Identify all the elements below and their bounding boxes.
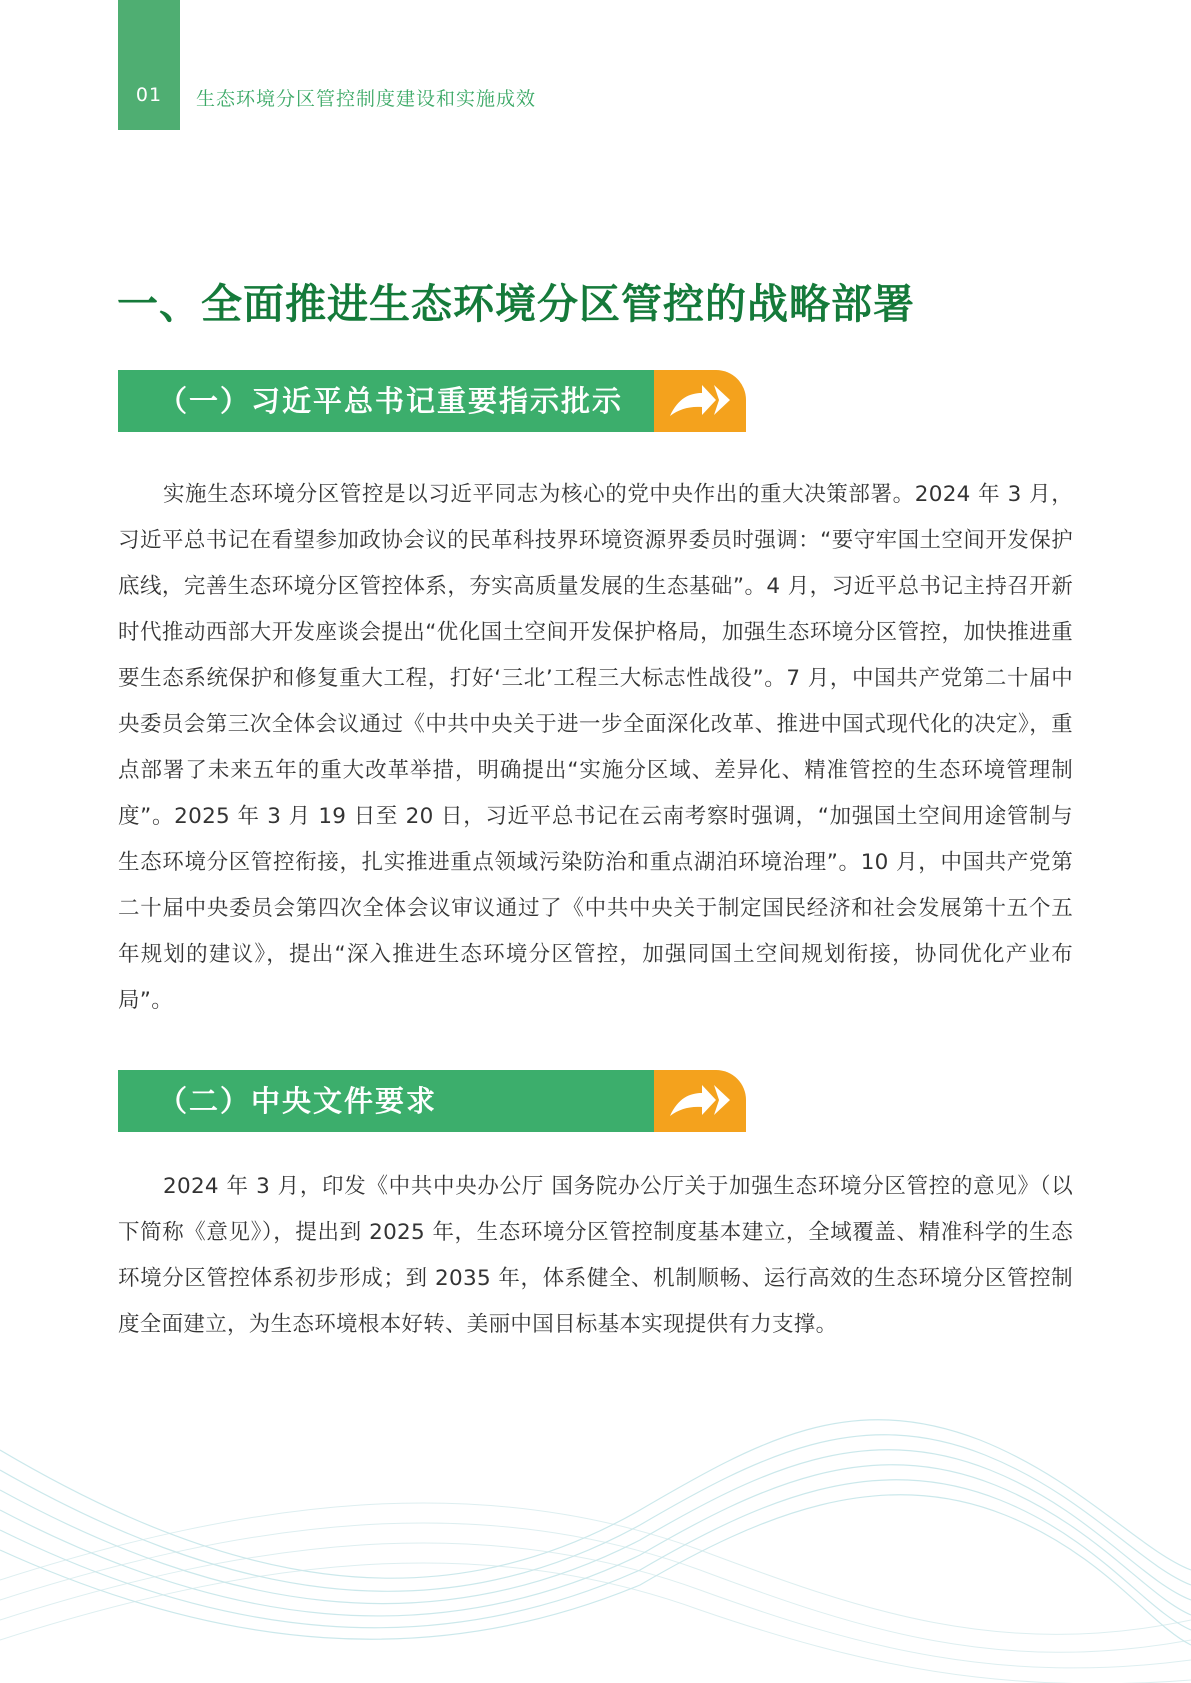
decorative-wave-lines: [0, 1380, 1191, 1683]
section-heading-bar: [118, 370, 746, 432]
chapter-title: 生态环境分区管控制度建设和实施成效: [196, 88, 537, 110]
section-heading-bar: [118, 1070, 746, 1132]
main-title: 一、全面推进生态环境分区管控的战略部署: [117, 280, 915, 328]
section-paragraph: 2024 年 3 月，印发《中共中央办公厅 国务院办公厅关于加强生态环境分区管控的意见》（以下简称《意见》），提出到 2025 年，生态环境分区管控制度基本建立，全域覆盖、精准科学的生态环境分区管控体系初步形成；到 2035 年，体系健全、机制顺畅、运行高效的生态环境分区管控制度全面建立，为生态环境根本好转、美丽中国目标基本实现提供有力支撑。: [118, 1174, 1073, 1337]
chapter-number: 01: [135, 84, 163, 106]
section-paragraph: 实施生态环境分区管控是以习近平同志为核心的党中央作出的重大决策部署。2024 年 3 月，习近平总书记在看望参加政协会议的民革科技界环境资源界委员时强调：“要守牢国土空间开发保护底线，完善生态环境分区管控体系，夯实高质量发展的生态基础”。4 月，习近平总书记主持召开新时代推动西部大开发座谈会提出“优化国土空间开发保护格局，加强生态环境分区管控，加快推进重要生态系统保护和修复重大工程，打好‘三北’工程三大标志性战役”。7 月，中国共产党第二十届中央委员会第三次全体会议通过《中共中央关于进一步全面深化改革、推进中国式现代化的决定》，重点部署了未来五年的重大改革举措，明确提出“实施分区域、差异化、精准管控的生态环境管理制度”。2025 年 3 月 19 日至 20 日，习近平总书记在云南考察时强调，“加强国土空间用途管制与生态环境分区管控衔接，扎实推进重点领域污染防治和重点湖泊环境治理”。10 月，中国共产党第二十届中央委员会第四次全体会议审议通过了《中共中央关于制定国民经济和社会发展第十五个五年规划的建议》，提出“深入推进生态环境分区管控，加强同国土空间规划衔接，协同优化产业布局”。: [118, 482, 1073, 1013]
section-heading: （一）习近平总书记重要指示批示: [158, 384, 624, 418]
section-heading: （二）中央文件要求: [158, 1084, 438, 1118]
chapter-tab: [118, 0, 180, 130]
double-arrow-icon: [664, 1076, 736, 1126]
double-arrow-icon: [664, 376, 736, 426]
